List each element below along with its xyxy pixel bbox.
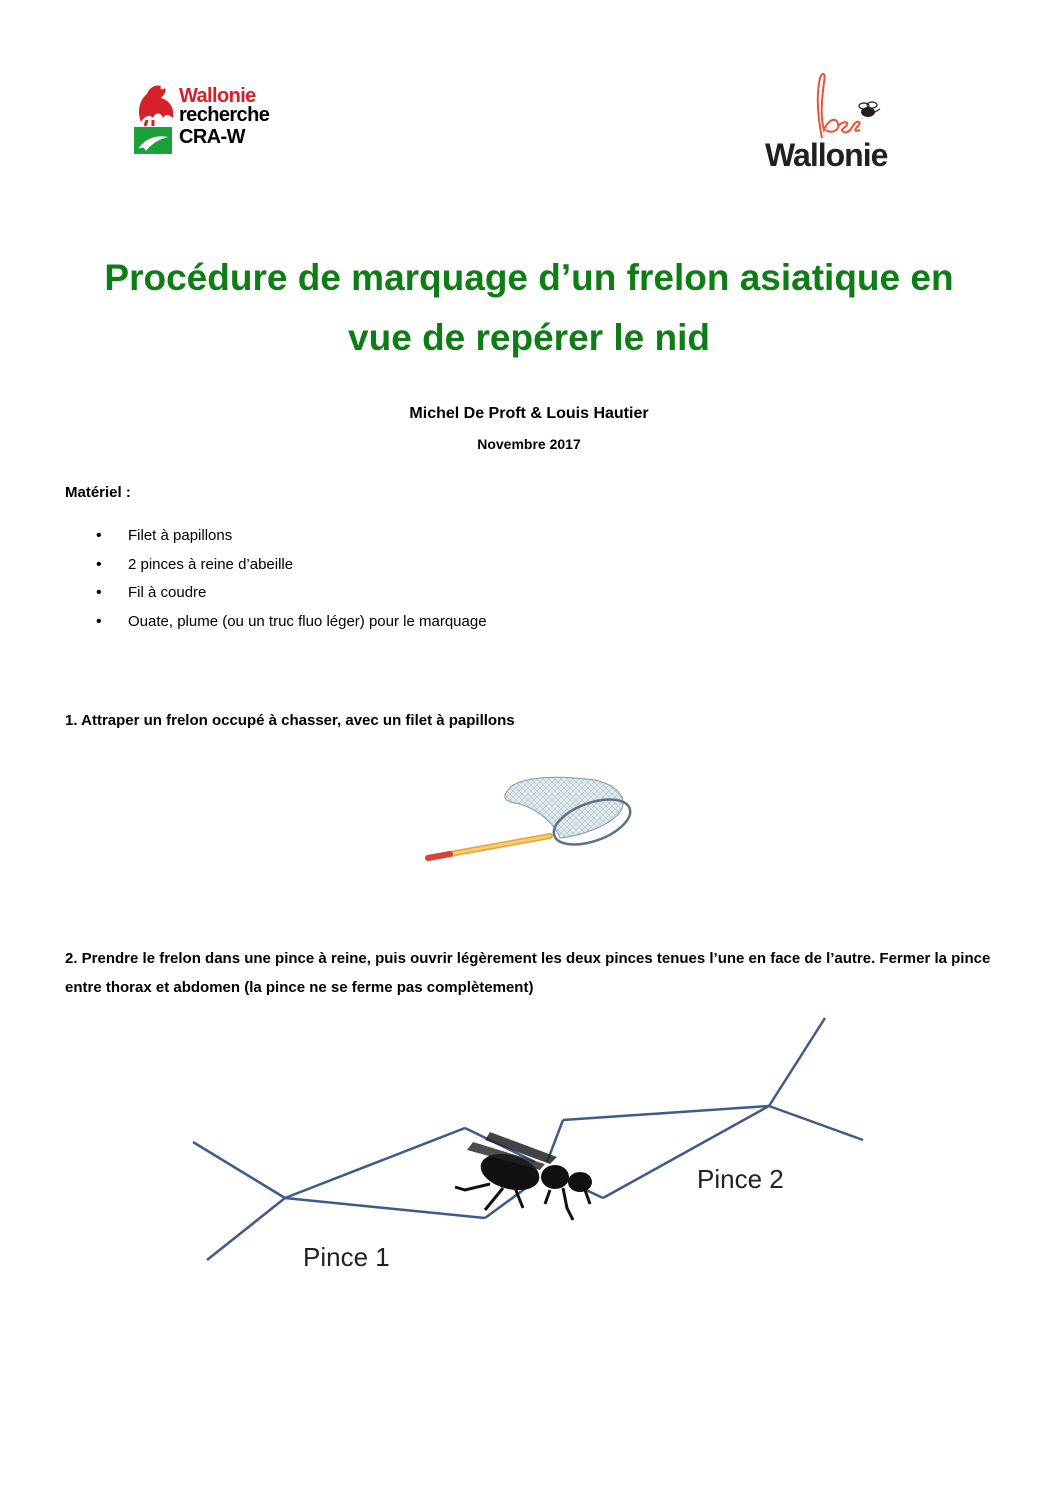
butterfly-net-illustration <box>420 770 640 865</box>
logo-recherche-text: recherche <box>179 104 270 126</box>
title-line-1: Procédure de marquage d’un frelon asiatique en <box>104 257 954 298</box>
list-item: • Filet à papillons <box>95 525 487 554</box>
authors: Michel De Proft & Louis Hautier <box>409 405 649 422</box>
bee-script-icon <box>760 68 920 144</box>
step-2-text: 2. Prendre le frelon dans une pince à reine, puis ouvrir légèrement les deux pinces tenues l’une en face de l’autre. Fermer la pince entre thorax et abdomen (la pince ne se ferme pas complètement) <box>65 950 991 996</box>
list-item: • Ouate, plume (ou un truc fluo léger) pour le marquage <box>95 611 487 640</box>
list-item: • 2 pinces à reine d’abeille <box>95 554 487 583</box>
pince-2-label: Pince 2 <box>697 1164 784 1194</box>
page-title <box>40 248 1018 368</box>
bee-icon <box>859 102 880 117</box>
rooster-icon <box>133 82 177 128</box>
bee-wallonie-logo <box>760 68 920 176</box>
hornet-icon <box>455 1132 592 1220</box>
materials-heading: Matériel : <box>65 484 131 501</box>
logo-wallonie-name: Wallonie <box>765 137 888 173</box>
green-leaf-badge <box>134 127 172 154</box>
logo-craw-text: CRA-W <box>179 126 245 148</box>
list-item: • Fil à coudre <box>95 582 487 611</box>
logo-wallonie-text: Wallonie <box>179 85 256 107</box>
queen-clip-diagram <box>185 1012 875 1292</box>
title-line-2: vue de repérer le nid <box>348 317 710 358</box>
step-1-text: 1. Attraper un frelon occupé à chasser, avec un filet à papillons <box>65 712 515 729</box>
wallonie-recherche-logo <box>133 80 303 160</box>
pince-1-label: Pince 1 <box>303 1242 390 1272</box>
publication-date: Novembre 2017 <box>477 436 581 452</box>
materials-list <box>95 525 487 639</box>
leaf-icon <box>134 127 172 154</box>
